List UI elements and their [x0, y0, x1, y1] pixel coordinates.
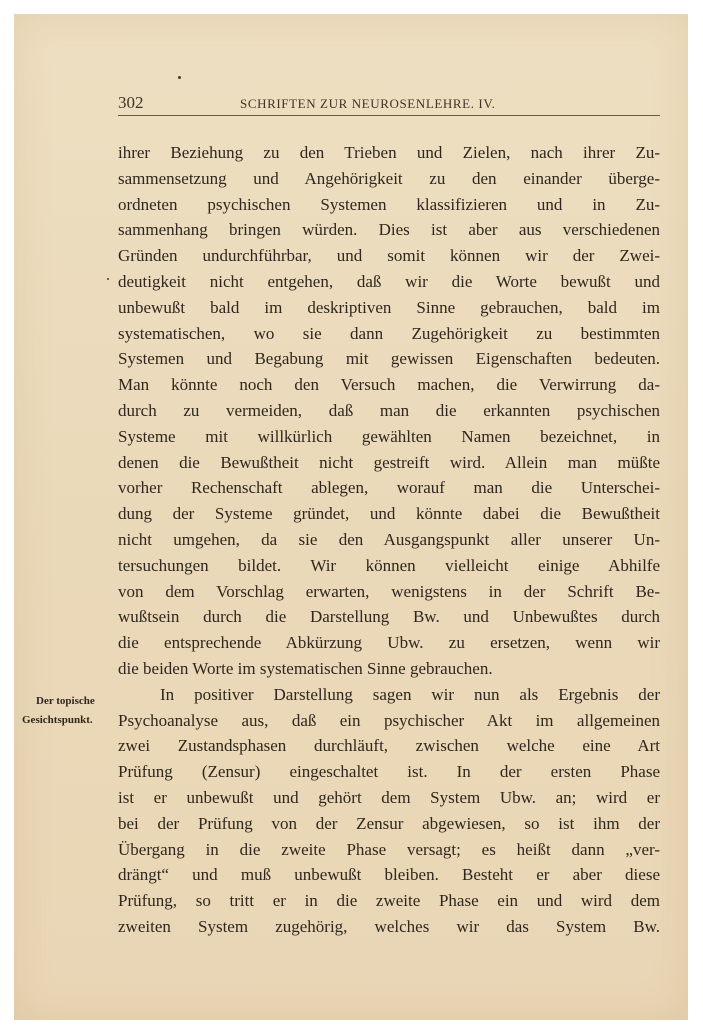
- page-number: 302: [118, 93, 144, 112]
- text-line: Prüfung, so tritt er in die zweite Phase ein und wird dem: [118, 891, 660, 911]
- text-line: tersuchungen bildet. Wir können vielleicht einige Abhilfe: [118, 555, 660, 575]
- margin-note-line: Der topische: [36, 695, 95, 707]
- text-line: deutigkeit nicht entgehen, daß wir die Worte bewußt und: [118, 271, 660, 291]
- text-line: bei der Prüfung von der Zensur abgewiesen, so ist ihm der: [118, 813, 660, 833]
- text-line: Prüfung (Zensur) eingeschaltet ist. In der ersten Phase: [118, 762, 660, 782]
- text-line: durch zu vermeiden, daß man die erkannten psychischen: [118, 400, 660, 420]
- text-line: ihrer Beziehung zu den Trieben und Zielen, nach ihrer Zu-: [118, 143, 660, 162]
- text-line: wußtsein durch die Darstellung Bw. und Unbewußtes durch: [118, 607, 660, 627]
- text-line: nicht umgehen, da sie den Ausgangspunkt aller unserer Un-: [118, 529, 660, 549]
- text-line: Gründen undurchführbar, und somit können wir der Zwei-: [118, 246, 660, 266]
- text-line: von dem Vorschlag erwarten, wenigstens in der Schrift Be-: [118, 581, 660, 601]
- text-line: systematischen, wo sie dann Zugehörigkeit zu bestimmten: [118, 323, 660, 343]
- text-line: unbewußt bald im deskriptiven Sinne gebrauchen, bald im: [118, 297, 660, 317]
- text-line: sammensetzung und Angehörigkeit zu den einander überge-: [118, 168, 660, 188]
- text-line: drängt“ und muß unbewußt bleiben. Besteht er aber diese: [118, 865, 660, 885]
- body-text: [118, 140, 660, 940]
- text-line: dung der Systeme gründet, und könnte dabei die Bewußtheit: [118, 504, 660, 524]
- text-line: die entsprechende Abkürzung Ubw. zu ersetzen, wenn wir: [118, 633, 660, 653]
- text-line: zwei Zustandsphasen durchläuft, zwischen welche eine Art: [118, 736, 660, 756]
- text-line: vorher Rechenschaft ablegen, worauf man die Unterschei-: [118, 478, 660, 498]
- text-line: denen die Bewußtheit nicht gestreift wird. Allein man müßte: [118, 452, 660, 472]
- page-speck: [178, 76, 181, 79]
- text-line: zweiten System zugehörig, welches wir das System Bw.: [118, 916, 660, 936]
- margin-note: [22, 692, 118, 730]
- text-line: Man könnte noch den Versuch machen, die Verwirrung da-: [118, 375, 660, 395]
- text-line: ist er unbewußt und gehört dem System Ubw. an; wird er: [118, 787, 660, 807]
- text-line: die beiden Worte im systematischen Sinne gebrauchen.: [118, 658, 493, 678]
- page-speck: [107, 278, 109, 280]
- text-line: Systeme mit willkürlich gewählten Namen bezeichnet, in: [118, 426, 660, 446]
- text-line: sammenhang bringen würden. Dies ist aber aus verschiedenen: [118, 220, 660, 240]
- margin-note-line: Gesichtspunkt.: [22, 714, 93, 726]
- text-line: Übergang in die zweite Phase versagt; es heißt dann „ver-: [118, 839, 660, 859]
- running-head-title: SCHRIFTEN ZUR NEUROSENLEHRE. IV.: [240, 96, 496, 111]
- paragraph-start-line: In positiver Darstellung sagen wir nun als Ergebnis der: [160, 684, 660, 704]
- text-line: Systemen und Begabung mit gewissen Eigenschaften bedeuten.: [118, 349, 660, 369]
- running-header: [118, 93, 660, 116]
- text-line: Psychoanalyse aus, daß ein psychischer Akt im allgemeinen: [118, 710, 660, 730]
- text-line: ordneten psychischen Systemen klassifizieren und in Zu-: [118, 194, 660, 214]
